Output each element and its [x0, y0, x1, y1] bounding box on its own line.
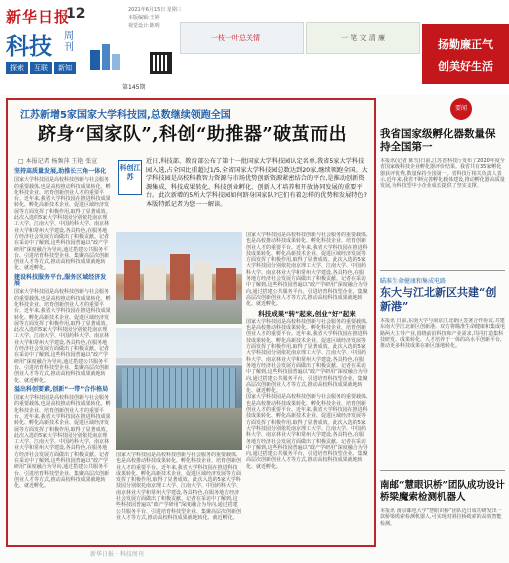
body-column-2: [116, 452, 242, 538]
subhead: 坚持高质量发展,助推长三角一体化: [14, 168, 107, 175]
lead-summary: [118, 158, 370, 230]
section-tag: 探索: [6, 62, 28, 74]
qr-code: [150, 52, 172, 74]
body-text: 国家大学科技园是高校科技创新与社会服务的重要载体,也是高校推动科技成果转化、孵化科技企业、培育创新创业人才的重要平台。近年来,我省大学科技园在推进科技成果转化、孵化高新技术企业、促进区域经济发展等方面发挥了积极作用,取得了显著成效。此次入选的5家大学科技园分别依托南京理工大学、江南大学、中国药科大学、南京林业大学和常州大学建设,各具特色,在服务地方经济社会发展方面做出了积极贡献。记者在采访中了解到,这些科技园普遍以“政产学研用”深度融合为导向,通过搭建公共服务平台、引进培育科技型企业、集聚高层次创新创业人才等方式,推动高校科技成果就地转化、就近孵化。: [246, 394, 368, 470]
issue-number: 第145期: [122, 84, 146, 91]
story2-kicker: 瞄准生命健康和集成电路: [380, 278, 447, 285]
section-graphic-icon: [86, 42, 122, 72]
body-text: 国家大学科技园是高校科技创新与社会服务的重要载体,也是高校推动科技成果转化、孵化科技企业、培育创新创业人才的重要平台。近年来,我省大学科技园在推进科技成果转化、孵化高新技术企业、促进区域经济发展等方面发挥了积极作用,取得了显著成效。此次入选的5家大学科技园分别依托南京理工大学、江南大学、中国药科大学、南京林业大学和常州大学建设,各具特色,在服务地方经济社会发展方面做出了积极贡献。记者在采访中了解到,这些科技园普遍以“政产学研用”深度融合为导向,通过搭建公共服务平台、引进培育科技型企业、集聚高层次创新创业人才等方式,推动高校科技成果就地转化、就近孵化。: [14, 289, 111, 384]
story3-headline: 南邮“慧眼识桥”团队成功设计桥梁魔索检测机器人: [380, 480, 505, 503]
story2-headline: 东大与江北新区共建“创新港”: [380, 286, 497, 313]
section-tags: [6, 62, 78, 74]
masthead: [0, 0, 509, 95]
newspaper-logo: 新华日报: [6, 8, 71, 26]
body-text: 国家大学科技园是高校科技创新与社会服务的重要载体,也是高校推动科技成果转化、孵化科技企业、培育创新创业人才的重要平台。近年来,我省大学科技园在推进科技成果转化、孵化高新技术企业、促进区域经济发展等方面发挥了积极作用,取得了显著成效。此次入选的5家大学科技园分别依托南京理工大学、江南大学、中国药科大学、南京林业大学和常州大学建设,各具特色,在服务地方经济社会发展方面做出了积极贡献。记者在采访中了解到,这些科技园普遍以“政产学研用”深度融合为导向,通过搭建公共服务平台、引进培育科技型企业、集聚高层次创新创业人才等方式,推动高校科技成果就地转化、就近孵化。: [14, 395, 111, 490]
body-text: 国家大学科技园是高校科技创新与社会服务的重要载体,也是高校推动科技成果转化、孵化科技企业、培育创新创业人才的重要平台。近年来,我省大学科技园在推进科技成果转化、孵化高新技术企业、促进区域经济发展等方面发挥了积极作用,取得了显著成效。此次入选的5家大学科技园分别依托南京理工大学、江南大学、中国药科大学、南京林业大学和常州大学建设,各具特色,在服务地方经济社会发展方面做出了积极贡献。记者在采访中了解到,这些科技园普遍以“政产学研用”深度融合为导向,通过搭建公共服务平台、引进培育科技型企业、集聚高层次创新创业人才等方式,推动高校科技成果就地转化、就近孵化。: [246, 232, 368, 308]
lead-article: [6, 98, 376, 547]
story3-body: 本报讯 南京邮电大学“慧眼识桥”团队近日成功研发出一款桥梁缆索检测机器人,可实现对斜拉桥缆索的高效智能检测。: [380, 508, 502, 527]
news-badge: 要闻: [450, 98, 472, 120]
body-text: 国家大学科技园是高校科技创新与社会服务的重要载体,也是高校推动科技成果转化、孵化科技企业、培育创新创业人才的重要平台。近年来,我省大学科技园在推进科技成果转化、孵化高新技术企业、促进区域经济发展等方面发挥了积极作用,取得了显著成效。此次入选的5家大学科技园分别依托南京理工大学、江南大学、中国药科大学、南京林业大学和常州大学建设,各具特色,在服务地方经济社会发展方面做出了积极贡献。记者在采访中了解到,这些科技园普遍以“政产学研用”深度融合为导向,通过搭建公共服务平台、引进培育科技型企业、集聚高层次创新创业人才等方式,推动高校科技成果就地转化、就近孵化。: [14, 177, 111, 272]
integrity-banner: 一 笔 文 清 廉: [306, 22, 420, 54]
ad-line-1: 扬勤廉正气: [438, 38, 493, 51]
body-text: 国家大学科技园是高校科技创新与社会服务的重要载体,也是高校推动科技成果转化、孵化科技企业、培育创新创业人才的重要平台。近年来,我省大学科技园在推进科技成果转化、孵化高新技术企业、促进区域经济发展等方面发挥了积极作用,取得了显著成效。此次入选的5家大学科技园分别依托南京理工大学、江南大学、中国药科大学、南京林业大学和常州大学建设,各具特色,在服务地方经济社会发展方面做出了积极贡献。记者在采访中了解到,这些科技园普遍以“政产学研用”深度融合为导向,通过搭建公共服务平台、引进培育科技型企业、集聚高层次创新创业人才等方式,推动高校科技成果就地转化、就近孵化。: [116, 452, 242, 521]
meta-line: 本版编辑:王婷: [128, 15, 160, 21]
slogan-ad: [422, 24, 509, 84]
public-service-banner: [180, 22, 304, 54]
article-headline: 跻身“国家队”,科创“助推器”破茧而出: [38, 124, 348, 145]
lead-text: 近日,科技部、教育部公布了第十一批国家大学科技园认定名单,我省5家大学科技园入选,占全国比重超过1/5,全省国家大学科技园总数达到20家,继续领跑全国。大学科技园是高校科教智力资源与市场优势创新资源紧密结合的平台,是推动创新资源集成、科技成果转化、科技创业孵化、创新人才培养和开放协同发展的重要平台。此次新增的5所大学科技园如何跻身国家队?它们有着怎样的优势和发展特色?本版特派记者为您一一解读。: [146, 158, 368, 208]
subhead: 溢出科创要素,创新“一带”合作格局: [14, 385, 109, 393]
divider: [380, 270, 505, 271]
meta-line: 2021年6月15日 星期三: [128, 7, 182, 13]
body-column-1: [14, 166, 112, 538]
page-number: 12: [66, 6, 86, 22]
meta-line: 视觉设计:陈明: [128, 23, 160, 29]
masthead-meta: [128, 6, 182, 30]
divider: [380, 470, 505, 471]
body-text: 国家大学科技园是高校科技创新与社会服务的重要载体,也是高校推动科技成果转化、孵化科技企业、培育创新创业人才的重要平台。近年来,我省大学科技园在推进科技成果转化、孵化高新技术企业、促进区域经济发展等方面发挥了积极作用,取得了显著成效。此次入选的5家大学科技园分别依托南京理工大学、江南大学、中国药科大学、南京林业大学和常州大学建设,各具特色,在服务地方经济社会发展方面做出了积极贡献。记者在采访中了解到,这些科技园普遍以“政产学研用”深度融合为导向,通过搭建公共服务平台、引进培育科技型企业、集聚高层次创新创业人才等方式,推动高校科技成果就地转化、就近孵化。: [246, 318, 368, 395]
page-footer: 新华日报 · 科技周刊: [90, 551, 144, 558]
subhead: 建设科技服务平台,服务区域经济发展: [14, 273, 107, 288]
campus-photo: [116, 232, 242, 324]
article-byline: □ 本报记者 杨频萍 王艳 张宣: [18, 158, 98, 165]
science-park-photo: [116, 328, 242, 450]
subhead: 科技成果“转”起来,创业“好”起来: [258, 309, 356, 318]
section-title: 科技: [6, 34, 52, 60]
section-tag: 互联: [30, 62, 52, 74]
section-tag: 新知: [54, 62, 76, 74]
section-subtitle: 周刊: [64, 31, 74, 53]
banner-text: 一枝一叶总关情: [211, 34, 260, 42]
story1-headline: 我省国家级孵化器数量保持全国第一: [380, 128, 496, 153]
body-column-3: [246, 232, 368, 538]
story1-body: 本报讯(记者 陈雪)日前,江苏省科技厅发布了2020年度全省国家级科技企业孵化器评价结果。我省共有35家孵化器获评优秀,数量保持全国第一。省科技厅相关负责人表示,近年来,我省不断完善孵化载体建设,推动孵化器高质量发展,为科技型中小企业成长提供了坚实支撑。: [380, 158, 505, 190]
column-tag: 科创江苏: [118, 160, 142, 195]
story2-body: 本报讯 日前,东南大学与南京江北新区签署合作协议,共建东南大学江北新区创新港。双方将瞄准生命健康和集成电路两大主导产业,围绕前沿科技和产业需求,共同打造集科技研发、成果转化、人才培养于一体的高水平创新平台,推动更多科技成果在新区落地转化。: [380, 318, 505, 350]
article-kicker: 江苏新增5家国家大学科技园,总数继续领跑全国: [20, 110, 231, 121]
ad-line-2: 创美好生活: [438, 60, 493, 73]
